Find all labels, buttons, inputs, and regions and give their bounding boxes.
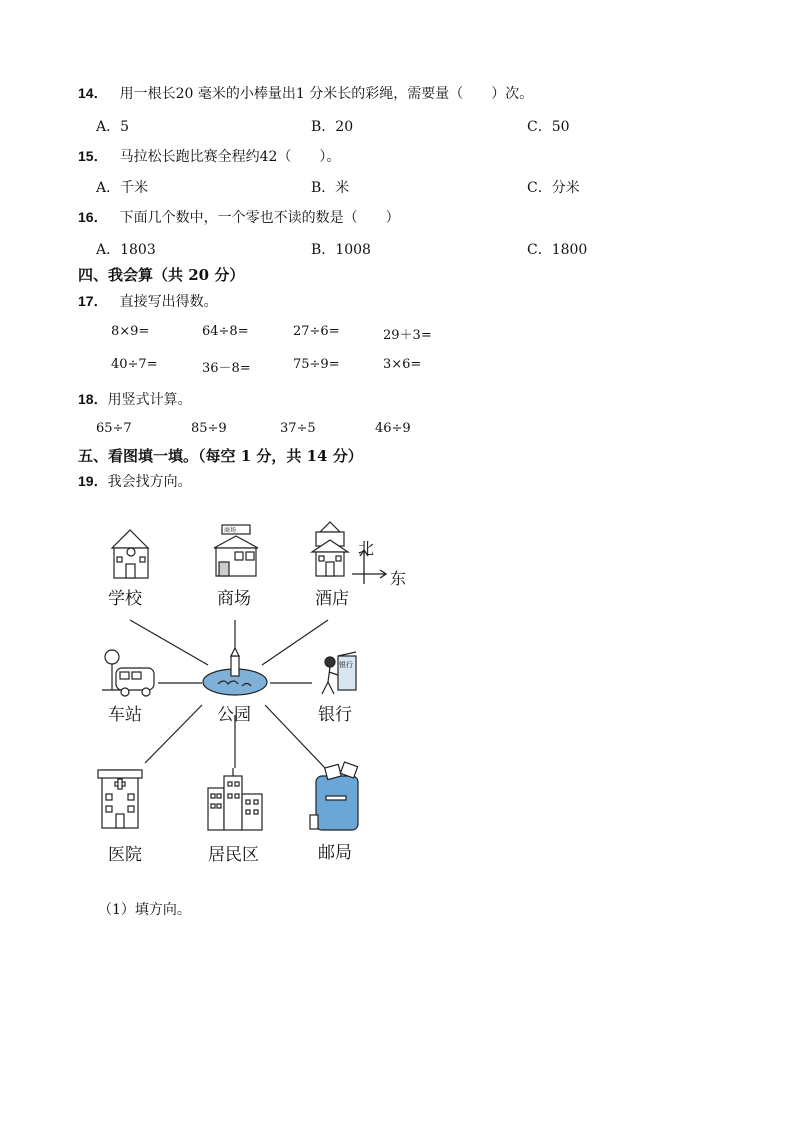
question-17 bbox=[78, 291, 218, 311]
question-text: 用竖式计算。 bbox=[107, 392, 192, 408]
section-4-title: 四、我会算（共 20 分） bbox=[78, 266, 245, 284]
hotel-icon bbox=[312, 522, 348, 576]
option-a: A．1803 bbox=[96, 242, 156, 258]
vertical-calc: 85÷9 bbox=[191, 421, 227, 436]
option-b: B．1008 bbox=[311, 242, 371, 258]
option-a: A．千米 bbox=[96, 180, 149, 196]
line-to-school bbox=[130, 620, 208, 665]
label-residential: 居民区 bbox=[208, 845, 259, 865]
bus-icon bbox=[102, 650, 154, 696]
mental-calc: 75÷9= bbox=[293, 357, 340, 372]
label-bank: 银行 bbox=[318, 705, 352, 725]
map-drawing bbox=[90, 510, 420, 880]
compass-east: 东 bbox=[390, 569, 407, 588]
label-mall: 商场 bbox=[217, 589, 251, 609]
sub-question-1: （1）填方向。 bbox=[98, 902, 191, 918]
mental-calc: 36－8= bbox=[202, 361, 251, 376]
option-c: C．50 bbox=[527, 119, 570, 135]
school-icon bbox=[112, 530, 148, 578]
question-number: 19． bbox=[78, 473, 108, 489]
question-number: 17． bbox=[78, 293, 108, 309]
mental-calc: 3×6= bbox=[383, 357, 422, 372]
question-text: 下面几个数中，一个零也不读的数是（ ） bbox=[119, 210, 400, 226]
post-icon bbox=[310, 762, 358, 830]
mental-calc: 29＋3= bbox=[383, 328, 432, 343]
line-to-hotel bbox=[262, 620, 328, 665]
label-station: 车站 bbox=[108, 705, 142, 725]
question-15 bbox=[78, 146, 340, 166]
label-hospital: 医院 bbox=[108, 845, 142, 865]
question-text: 用一根长20 毫米的小棒量出1 分米长的彩绳，需要量（ ）次。 bbox=[119, 86, 534, 102]
label-school: 学校 bbox=[108, 589, 142, 609]
question-16 bbox=[78, 207, 400, 227]
option-c: C．分米 bbox=[527, 180, 580, 196]
mental-calc: 40÷7= bbox=[111, 357, 158, 372]
mall-sign-text: 商场 bbox=[224, 527, 237, 534]
question-number: 18． bbox=[78, 391, 108, 407]
question-text: 我会找方向。 bbox=[107, 474, 192, 490]
option-c: C．1800 bbox=[527, 242, 588, 258]
mental-calc: 8×9= bbox=[111, 324, 150, 339]
bank-sign-text: 银行 bbox=[339, 661, 353, 669]
section-5-title: 五、看图填一填。（每空 1 分，共 14 分） bbox=[78, 447, 363, 465]
label-hotel: 酒店 bbox=[315, 589, 349, 609]
direction-map bbox=[90, 510, 420, 880]
vertical-calc: 46÷9 bbox=[375, 421, 411, 436]
label-post: 邮局 bbox=[318, 843, 352, 863]
option-b: B．米 bbox=[311, 180, 350, 196]
compass-north: 北 bbox=[358, 539, 375, 558]
park-icon bbox=[203, 648, 267, 695]
line-to-hospital bbox=[145, 705, 202, 763]
mental-calc: 64÷8= bbox=[202, 324, 249, 339]
vertical-calc: 65÷7 bbox=[96, 421, 132, 436]
question-19 bbox=[78, 471, 192, 491]
line-to-post bbox=[265, 705, 325, 768]
question-14 bbox=[78, 83, 533, 103]
residential-icon bbox=[208, 768, 262, 830]
option-b: B．20 bbox=[311, 119, 354, 135]
question-number: 14． bbox=[78, 85, 108, 101]
question-number: 16． bbox=[78, 209, 108, 225]
question-text: 马拉松长跑比赛全程约42（ ）。 bbox=[119, 149, 341, 165]
mental-calc: 27÷6= bbox=[293, 324, 340, 339]
bank-icon bbox=[322, 652, 356, 694]
option-a: A．5 bbox=[96, 119, 130, 135]
hospital-icon bbox=[98, 770, 142, 828]
question-number: 15． bbox=[78, 148, 108, 164]
question-text: 直接写出得数。 bbox=[119, 294, 218, 310]
label-park: 公园 bbox=[217, 705, 251, 725]
vertical-calc: 37÷5 bbox=[280, 421, 316, 436]
question-18 bbox=[78, 389, 192, 409]
